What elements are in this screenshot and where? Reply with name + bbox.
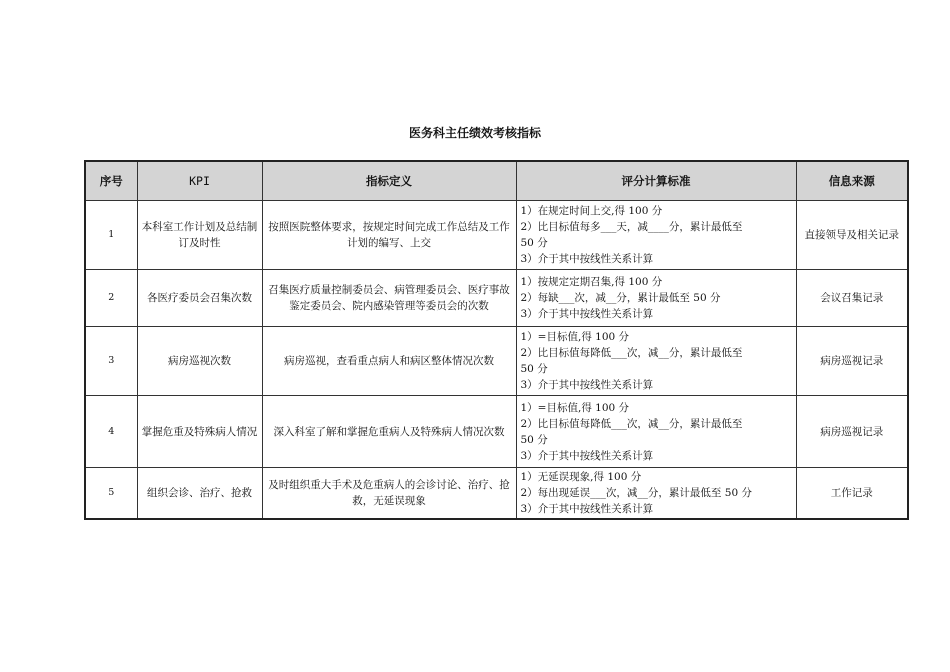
info-source: 病房巡视记录 bbox=[796, 396, 908, 468]
header-source: 信息来源 bbox=[796, 161, 908, 201]
kpi-name: 组织会诊、治疗、抢救 bbox=[137, 468, 262, 520]
header-definition: 指标定义 bbox=[262, 161, 516, 201]
info-source: 会议召集记录 bbox=[796, 270, 908, 327]
scoring-standard bbox=[516, 270, 796, 327]
row-number: 5 bbox=[85, 468, 137, 520]
kpi-definition: 深入科室了解和掌握危重病人及特殊病人情况次数 bbox=[262, 396, 516, 468]
scoring-line: 1）=目标值,得 100 分 bbox=[520, 331, 630, 343]
header-kpi: KPI bbox=[137, 161, 262, 201]
scoring-line: 3）介于其中按线性关系计算 bbox=[520, 503, 654, 515]
scoring-standard bbox=[516, 468, 796, 520]
row-number: 4 bbox=[85, 396, 137, 468]
header-no: 序号 bbox=[85, 161, 137, 201]
info-source: 直接领导及相关记录 bbox=[796, 201, 908, 270]
scoring-line: 1）在规定时间上交,得 100 分 bbox=[520, 205, 663, 217]
scoring-line: 3）介于其中按线性关系计算 bbox=[520, 379, 654, 391]
scoring-standard bbox=[516, 201, 796, 270]
row-number: 2 bbox=[85, 270, 137, 327]
table-row bbox=[85, 396, 908, 468]
scoring-line: 2）比目标值每降低___次，减__分，累计最低至 bbox=[520, 347, 743, 359]
kpi-name: 病房巡视次数 bbox=[137, 327, 262, 396]
kpi-definition: 及时组织重大手术及危重病人的会诊讨论、治疗、抢救，无延误现象 bbox=[262, 468, 516, 520]
scoring-line: 2）每缺___次，减__分，累计最低至 50 分 bbox=[520, 292, 721, 304]
kpi-definition: 按照医院整体要求，按规定时间完成工作总结及工作计划的编写、上交 bbox=[262, 201, 516, 270]
header-scoring: 评分计算标准 bbox=[516, 161, 796, 201]
scoring-line: 1）无延误现象,得 100 分 bbox=[520, 471, 642, 483]
scoring-line: 3）介于其中按线性关系计算 bbox=[520, 253, 654, 265]
info-source: 工作记录 bbox=[796, 468, 908, 520]
scoring-line: 50 分 bbox=[520, 237, 548, 249]
scoring-line: 3）介于其中按线性关系计算 bbox=[520, 308, 654, 320]
kpi-definition: 病房巡视，查看重点病人和病区整体情况次数 bbox=[262, 327, 516, 396]
scoring-line: 50 分 bbox=[520, 363, 548, 375]
scoring-standard bbox=[516, 327, 796, 396]
scoring-line: 1）按规定定期召集,得 100 分 bbox=[520, 276, 663, 288]
scoring-line: 2）比目标值每多___天，减____分，累计最低至 bbox=[520, 221, 743, 233]
header-row bbox=[85, 161, 908, 201]
scoring-line: 1）=目标值,得 100 分 bbox=[520, 401, 630, 414]
kpi-table bbox=[84, 160, 909, 520]
kpi-definition: 召集医疗质量控制委员会、病管理委员会、医疗事故鉴定委员会、院内感染管理等委员会的次数 bbox=[262, 270, 516, 327]
row-number: 3 bbox=[85, 327, 137, 396]
scoring-line: 2）每出现延误___次，减__分，累计最低至 50 分 bbox=[520, 487, 752, 499]
kpi-name: 各医疗委员会召集次数 bbox=[137, 270, 262, 327]
table-row bbox=[85, 468, 908, 520]
table-row bbox=[85, 327, 908, 396]
kpi-name: 本科室工作计划及总结制订及时性 bbox=[137, 201, 262, 270]
table-row bbox=[85, 270, 908, 327]
info-source: 病房巡视记录 bbox=[796, 327, 908, 396]
scoring-line: 3）介于其中按线性关系计算 bbox=[520, 449, 654, 462]
document-title: 医务科主任绩效考核指标 bbox=[408, 126, 541, 140]
scoring-line: 50 分 bbox=[520, 433, 548, 446]
scoring-line: 2）比目标值每降低___次，减__分，累计最低至 bbox=[520, 417, 743, 430]
kpi-name: 掌握危重及特殊病人情况 bbox=[137, 396, 262, 468]
row-number: 1 bbox=[85, 201, 137, 270]
table-row bbox=[85, 201, 908, 270]
scoring-standard bbox=[516, 396, 796, 468]
